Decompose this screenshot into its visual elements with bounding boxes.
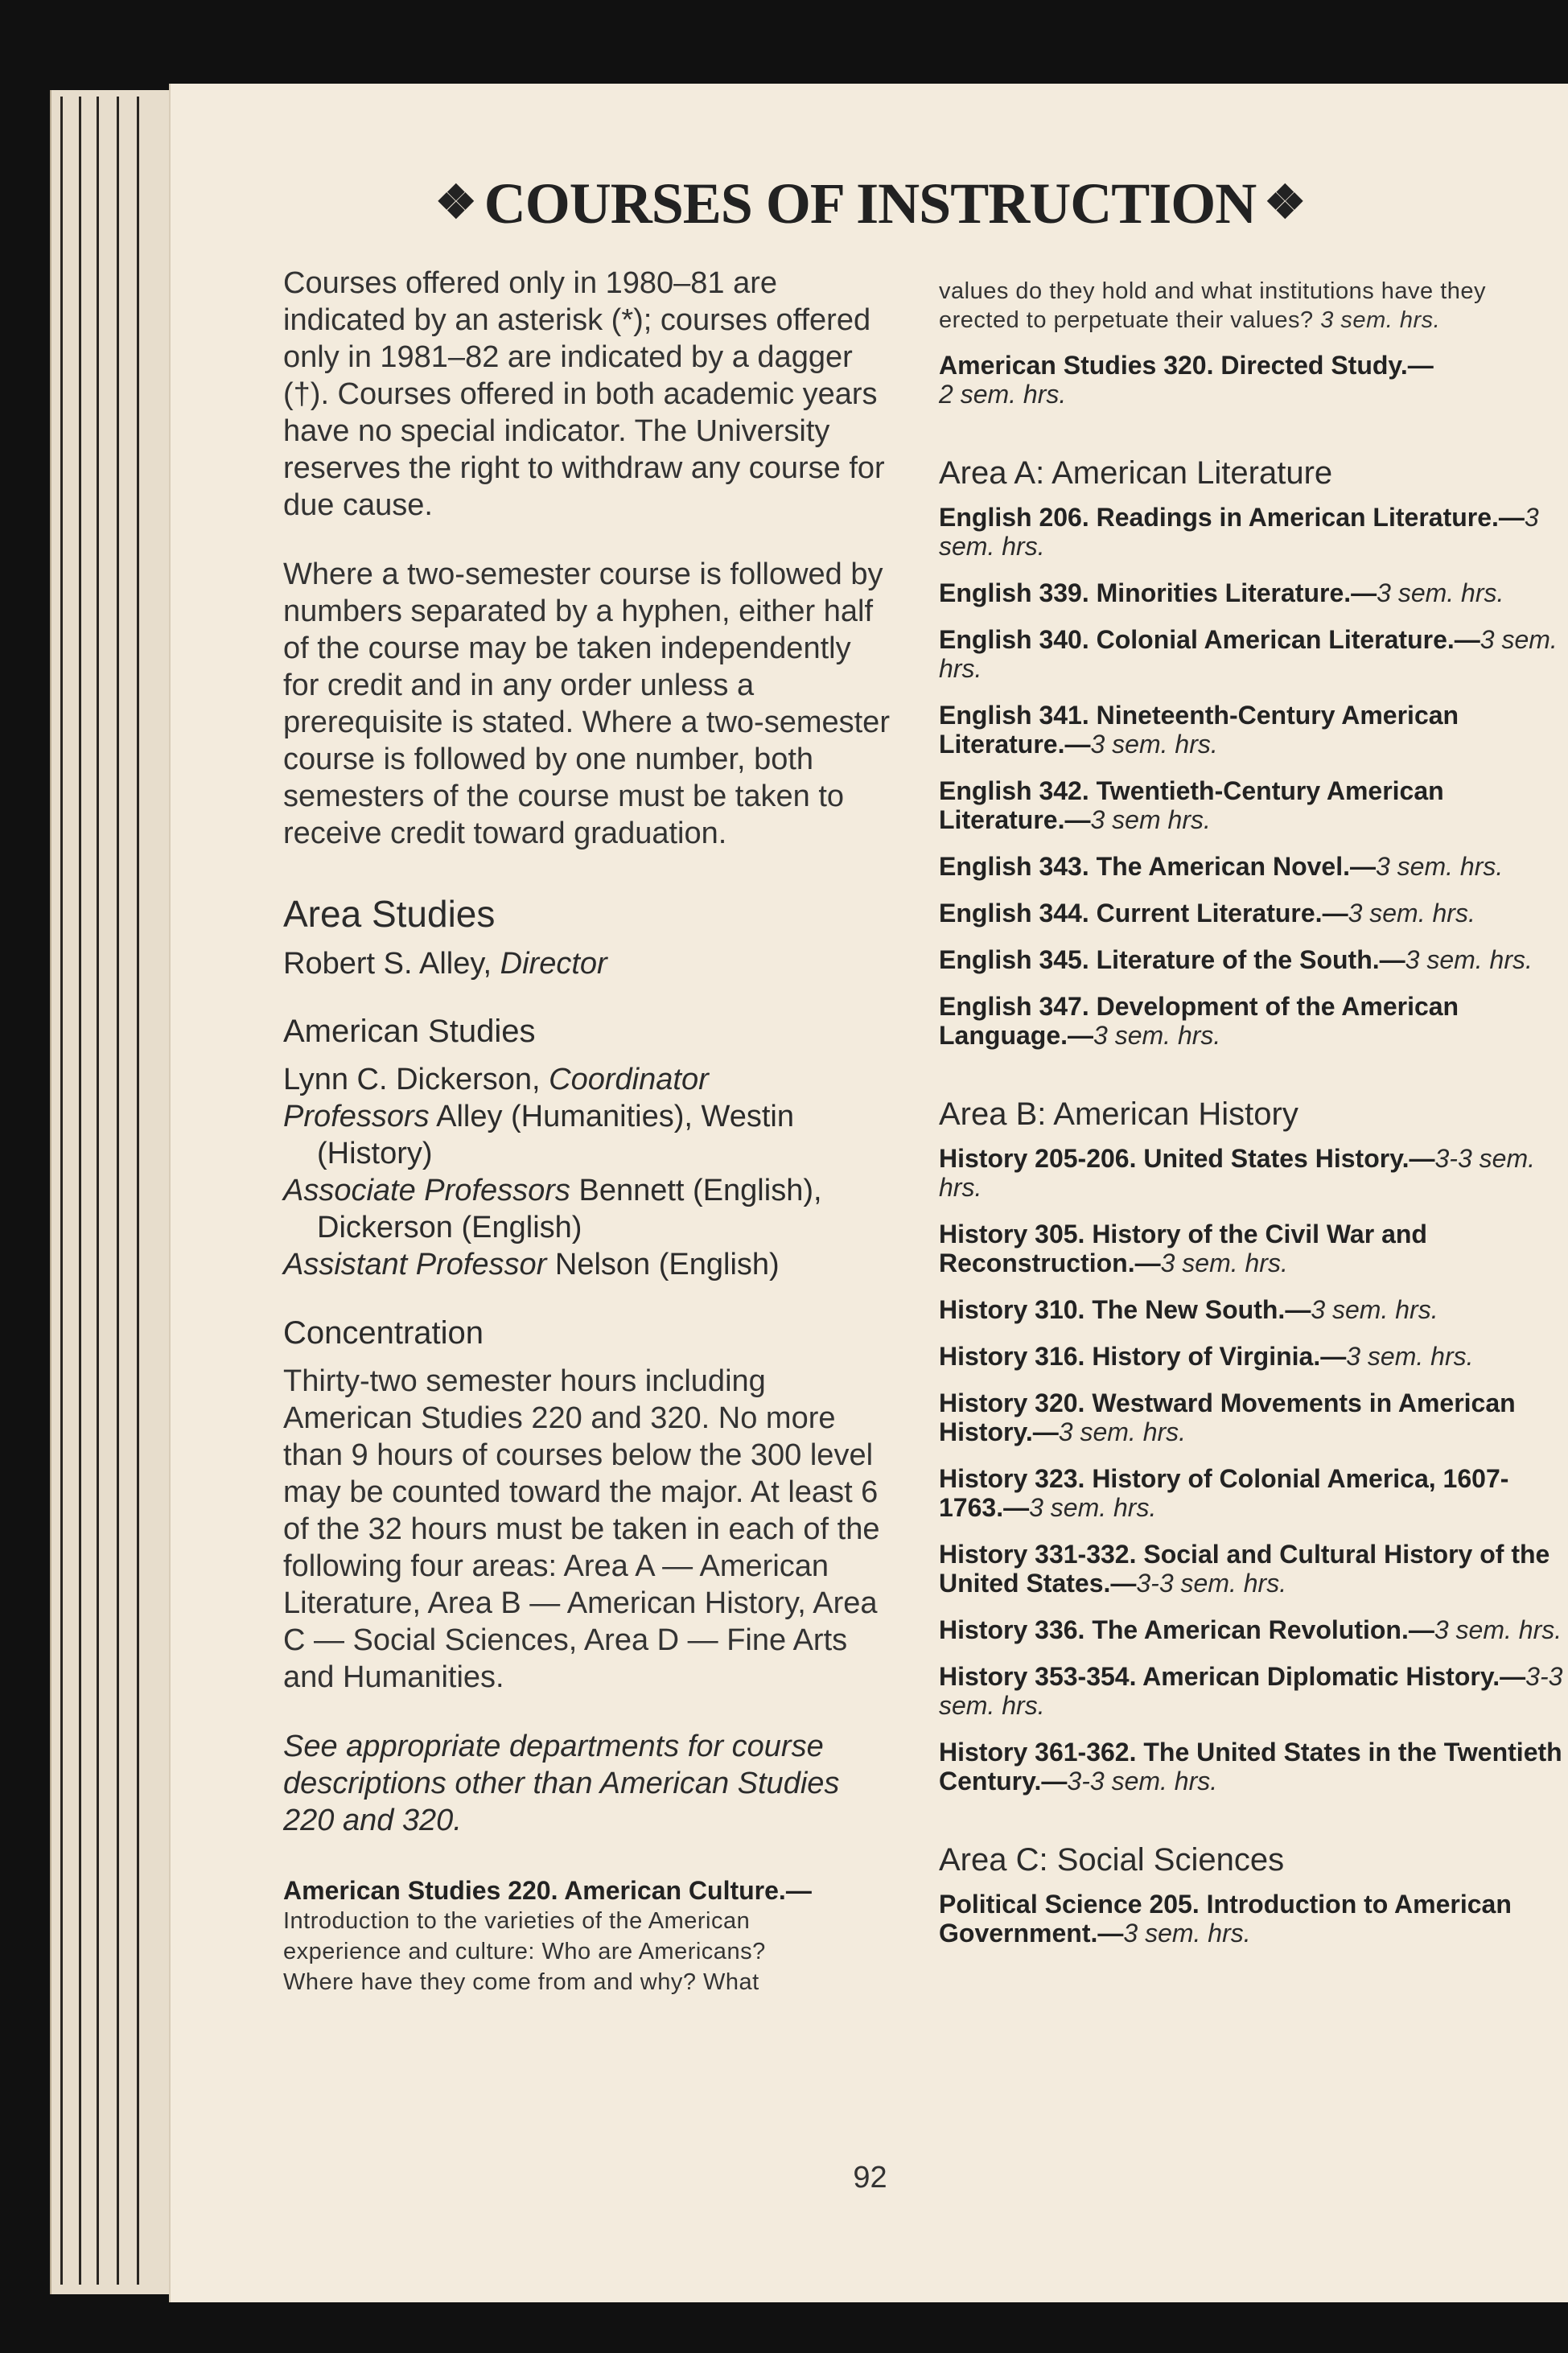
heading-title: COURSES OF INSTRUCTION — [484, 171, 1257, 236]
faculty-list — [283, 1061, 895, 1283]
page-number: 92 — [853, 2161, 887, 2195]
course-credit: 3 sem. hrs. — [1348, 899, 1475, 928]
page-edge — [79, 97, 81, 2285]
course-credit: 3-3 sem. hrs. — [939, 1662, 1563, 1720]
course-credit: 2 sem. hrs. — [939, 380, 1067, 409]
course-entry — [939, 1342, 1566, 1371]
course-title: American Studies 220. American Culture.— — [283, 1876, 812, 1905]
continued-description — [939, 277, 1566, 335]
area-heading: Area A: American Literature — [939, 455, 1333, 491]
course-title: History 353-354. American Diplomatic History.— — [939, 1662, 1526, 1691]
course-entry — [939, 899, 1566, 928]
course-credit: 3 sem. hrs. — [1375, 852, 1504, 881]
page-edge — [60, 97, 63, 2285]
faculty-name: Nelson (English) — [554, 1248, 780, 1281]
course-title: History 323. History of Colonial America, 1607-1763.— — [939, 1464, 1509, 1522]
course-entry — [939, 1540, 1566, 1598]
faculty-name: Alley (Humanities), Westin — [436, 1100, 794, 1133]
course-entry — [939, 1464, 1566, 1522]
director-name: Robert S. Alley, — [283, 947, 492, 981]
faculty-role: Assistant Professor — [283, 1248, 547, 1281]
course-credit: 3 sem. hrs. — [1405, 945, 1533, 974]
course-entry — [939, 1220, 1566, 1277]
course-credit: 3 sem. hrs. — [1160, 1248, 1288, 1277]
faculty-line — [283, 1061, 895, 1098]
course-title: History 316. History of Virginia.— — [939, 1342, 1347, 1371]
course-title: Political Science 205. Introduction to American Government.— — [939, 1890, 1512, 1948]
concentration-text: Thirty-two semester hours including American Studies 220 and 320. No more than 9 hours of courses below the 300 level may be counted toward the major. At least 6 of the 32 hours must be taken in each of the following four areas: Area A — American Literature, Area B — American History, Area C — Social Sciences, Area D — Fine Arts and Humanities. — [283, 1364, 880, 1694]
course-entry — [939, 945, 1566, 974]
course-credit: 3 sem hrs. — [1090, 805, 1211, 834]
course-title: English 206. Readings in American Literature.— — [939, 503, 1525, 532]
page-edge — [97, 97, 99, 2285]
course-credit: 3 sem. hrs. — [1346, 1342, 1474, 1371]
faculty-role: Coordinator — [549, 1063, 709, 1096]
faculty-name: Bennett (English), — [578, 1174, 822, 1207]
faculty-line — [283, 1246, 895, 1283]
course-title: English 341. Nineteenth-Century American Literature.— — [939, 701, 1459, 759]
concentration-title: Concentration — [283, 1315, 484, 1351]
course-credit: 3-3 sem. hrs. — [1067, 1767, 1218, 1796]
catalog-page — [169, 84, 1568, 2302]
course-entry — [939, 1295, 1566, 1324]
course-entry — [939, 1738, 1566, 1796]
course-credit: 3 sem. hrs. — [1058, 1417, 1187, 1446]
american-studies-title: American Studies — [283, 1014, 536, 1049]
course-title: History 310. The New South.— — [939, 1295, 1311, 1324]
course-credit: 3 sem. hrs. — [1311, 1295, 1438, 1324]
departments-note: See appropriate departments for course descriptions other than American Studies 220 and 320. — [283, 1730, 840, 1837]
area-studies-title: Area Studies — [283, 893, 496, 935]
faculty-role: Associate Professors — [283, 1174, 570, 1207]
course-entry — [939, 1890, 1566, 1948]
course-entry — [939, 992, 1566, 1050]
right-column — [939, 277, 1566, 1965]
course-credit: 3 sem. hrs. — [1090, 730, 1218, 759]
course-entry — [939, 776, 1566, 834]
course-credit: 3-3 sem. hrs. — [939, 1144, 1535, 1202]
course-title: English 344. Current Literature.— — [939, 899, 1348, 928]
course-title: English 343. The American Novel.— — [939, 852, 1376, 881]
faculty-continuation: Dickerson (English) — [317, 1211, 582, 1244]
course-title: English 347. Development of the American Language.— — [939, 992, 1459, 1050]
ornament-left-icon: ❖ — [434, 176, 476, 228]
course-entry — [939, 1662, 1566, 1720]
area-list — [939, 455, 1566, 1948]
course-credit: 3 sem. hrs. — [1123, 1919, 1251, 1948]
course-title: History 331-332. Social and Cultural History of the United States.— — [939, 1540, 1550, 1598]
course-credit: 3 sem. hrs. — [1434, 1615, 1562, 1644]
intro-paragraph: Where a two-semester course is followed by numbers separated by a hyphen, either half of the course may be taken independently for credit and in any order unless a prerequisite is stated. Where a two-semester course is followed by one number, both semesters of the course must be taken to receive credit toward graduation. — [283, 557, 890, 850]
area-heading: Area B: American History — [939, 1096, 1298, 1132]
page-edge — [117, 97, 119, 2285]
course-credit: 3 sem. hrs. — [939, 503, 1539, 561]
course-entry — [939, 351, 1566, 409]
course-title: History 336. The American Revolution.— — [939, 1615, 1434, 1644]
ornament-right-icon: ❖ — [1264, 176, 1306, 228]
course-entry — [939, 852, 1566, 881]
page-heading — [171, 171, 1568, 237]
course-title: English 340. Colonial American Literature.— — [939, 625, 1480, 654]
course-credit: 3 sem. hrs. — [1093, 1021, 1221, 1050]
course-title: English 339. Minorities Literature.— — [939, 578, 1377, 607]
course-description: Introduction to the varieties of the American experience and culture: Who are Americans? Where have they come from and why? What — [283, 1908, 766, 1995]
course-credit: 3-3 sem. hrs. — [1136, 1569, 1287, 1598]
course-credit: 3 sem. hrs. — [939, 625, 1558, 683]
area-heading: Area C: Social Sciences — [939, 1842, 1285, 1878]
course-credit: 3 sem. hrs. — [1320, 307, 1441, 333]
course-title: History 361-362. The United States in the Twentieth Century.— — [939, 1738, 1562, 1796]
course-title: English 345. Literature of the South.— — [939, 945, 1405, 974]
course-description: values do they hold and what institutions have they erected to perpetuate their values? — [939, 278, 1487, 333]
course-entry — [939, 701, 1566, 759]
faculty-line — [283, 1172, 895, 1209]
faculty-line — [283, 1098, 895, 1135]
course-title: History 305. History of the Civil War and Reconstruction.— — [939, 1220, 1427, 1277]
director-title: Director — [500, 947, 607, 981]
course-credit: 3 sem. hrs. — [1029, 1493, 1157, 1522]
course-entry — [939, 1388, 1566, 1446]
course-entry — [939, 1615, 1566, 1644]
course-title: History 205-206. United States History.— — [939, 1144, 1435, 1173]
course-entry — [939, 1144, 1566, 1202]
course-credit: 3 sem. hrs. — [1377, 578, 1504, 607]
page-edge — [137, 97, 139, 2285]
course-title: English 342. Twentieth-Century American Literature.— — [939, 776, 1444, 834]
intro-paragraph: Courses offered only in 1980–81 are indicated by an asterisk (*); courses offered only in 1981–82 are indicated by a dagger (†). Courses offered in both academic years have no special indicator. The University reserves the right to withdraw any course for due cause. — [283, 266, 885, 522]
course-title: History 320. Westward Movements in American History.— — [939, 1388, 1516, 1446]
course-entry — [939, 625, 1566, 683]
faculty-role: Professors — [283, 1100, 430, 1133]
faculty-continuation: (History) — [317, 1137, 433, 1170]
course-entry — [283, 1876, 838, 1997]
course-title: American Studies 320. Directed Study.— — [939, 351, 1434, 380]
faculty-name: Lynn C. Dickerson, — [283, 1063, 541, 1096]
course-entry — [939, 578, 1566, 607]
course-entry — [939, 503, 1566, 561]
